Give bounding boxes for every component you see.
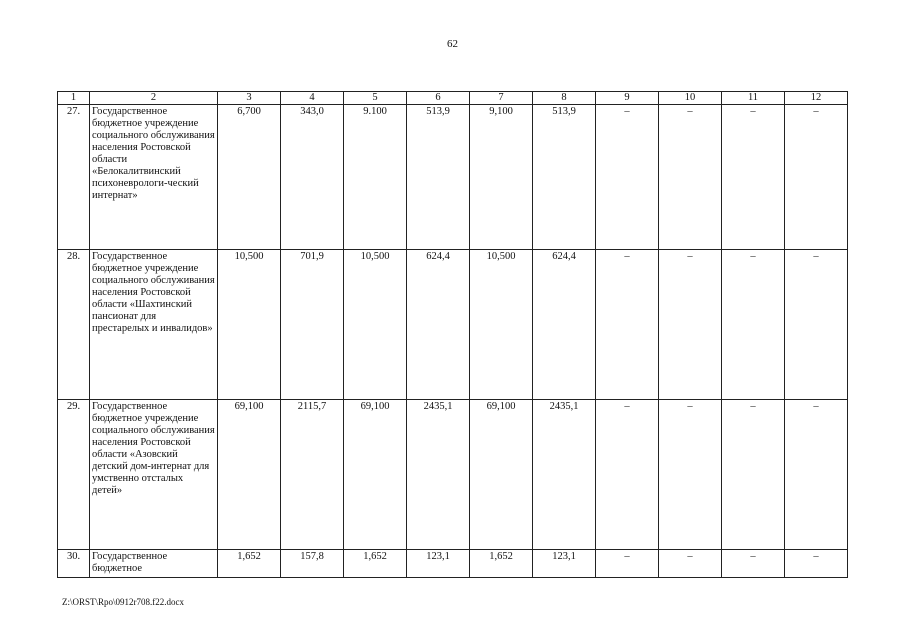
- column-header: 7: [470, 92, 533, 105]
- cell-value: –: [596, 550, 659, 578]
- cell-value: –: [722, 250, 785, 400]
- cell-value: 9.100: [344, 105, 407, 250]
- column-header: 12: [785, 92, 848, 105]
- cell-value: –: [659, 250, 722, 400]
- data-table: [57, 91, 848, 578]
- column-header: 9: [596, 92, 659, 105]
- row-number: 29.: [58, 400, 90, 550]
- row-number: 30.: [58, 550, 90, 578]
- column-header: 3: [218, 92, 281, 105]
- cell-value: 69,100: [218, 400, 281, 550]
- table-row: [58, 400, 848, 550]
- cell-value: 6,700: [218, 105, 281, 250]
- cell-value: 513,9: [533, 105, 596, 250]
- column-header: 11: [722, 92, 785, 105]
- row-number: 28.: [58, 250, 90, 400]
- cell-value: 10,500: [470, 250, 533, 400]
- cell-value: 343,0: [281, 105, 344, 250]
- column-header: 10: [659, 92, 722, 105]
- cell-value: 624,4: [407, 250, 470, 400]
- column-header: 4: [281, 92, 344, 105]
- institution-name: Государственное бюджетное: [90, 550, 218, 578]
- cell-value: –: [596, 105, 659, 250]
- cell-value: –: [722, 105, 785, 250]
- row-number: 27.: [58, 105, 90, 250]
- institution-name: Государственное бюджетное учреждение социального обслуживания населения Ростовской области «Азовский детский дом-интернат для умственно отсталых детей»: [90, 400, 218, 550]
- cell-value: 701,9: [281, 250, 344, 400]
- cell-value: –: [785, 250, 848, 400]
- institution-name: Государственное бюджетное учреждение социального обслуживания населения Ростовской области «Белокалитвинский психоневрологи-ческий интернат»: [90, 105, 218, 250]
- cell-value: –: [785, 105, 848, 250]
- cell-value: 9,100: [470, 105, 533, 250]
- file-path-footer: Z:\ORST\Rpo\0912r708.f22.docx: [62, 597, 184, 607]
- cell-value: –: [596, 400, 659, 550]
- cell-value: 513,9: [407, 105, 470, 250]
- cell-value: 123,1: [533, 550, 596, 578]
- cell-value: 2435,1: [533, 400, 596, 550]
- institution-name: Государственное бюджетное учреждение социального обслуживания населения Ростовской области «Шахтинский пансионат для престарелых и инвалидов»: [90, 250, 218, 400]
- page-number: 62: [447, 38, 458, 50]
- cell-value: 10,500: [344, 250, 407, 400]
- table-row: [58, 105, 848, 250]
- column-header: 5: [344, 92, 407, 105]
- column-header: 2: [90, 92, 218, 105]
- cell-value: –: [785, 400, 848, 550]
- cell-value: –: [659, 550, 722, 578]
- column-header: 6: [407, 92, 470, 105]
- cell-value: –: [659, 105, 722, 250]
- cell-value: 1,652: [344, 550, 407, 578]
- cell-value: 2115,7: [281, 400, 344, 550]
- table-row: [58, 550, 848, 578]
- cell-value: 1,652: [218, 550, 281, 578]
- cell-value: 69,100: [344, 400, 407, 550]
- header-row: [58, 92, 848, 105]
- cell-value: –: [722, 550, 785, 578]
- cell-value: –: [722, 400, 785, 550]
- cell-value: 69,100: [470, 400, 533, 550]
- cell-value: 1,652: [470, 550, 533, 578]
- cell-value: –: [596, 250, 659, 400]
- cell-value: 10,500: [218, 250, 281, 400]
- cell-value: 123,1: [407, 550, 470, 578]
- table-row: [58, 250, 848, 400]
- cell-value: –: [659, 400, 722, 550]
- cell-value: –: [785, 550, 848, 578]
- cell-value: 157,8: [281, 550, 344, 578]
- cell-value: 2435,1: [407, 400, 470, 550]
- column-header: 1: [58, 92, 90, 105]
- column-header: 8: [533, 92, 596, 105]
- cell-value: 624,4: [533, 250, 596, 400]
